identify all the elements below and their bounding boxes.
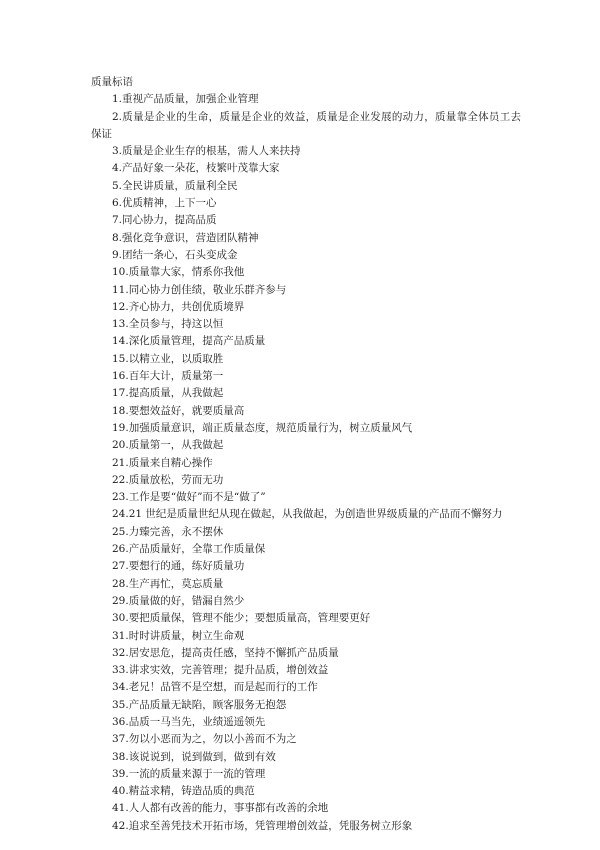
slogan-item: 36.品质一马当先，业绩遥遥领先 bbox=[112, 715, 266, 728]
slogan-item: 1.重视产品质量，加强企业管理 bbox=[112, 93, 259, 106]
slogan-item: 40.精益求精，铸造品质的典范 bbox=[112, 785, 255, 798]
slogan-item: 24.21 世纪是质量世纪从现在做起，从我做起，为创造世界级质量的产品而不懈努力 bbox=[112, 508, 503, 521]
document-title: 质量标语 bbox=[91, 76, 133, 88]
slogan-item: 15.以精立业，以质取胜 bbox=[112, 352, 224, 365]
slogan-item: 19.加强质量意识，端正质量态度，规范质量行为，树立质量风气 bbox=[112, 421, 413, 434]
slogan-item: 23.工作是要“做好”而不是“做了” bbox=[112, 491, 266, 504]
slogan-item: 16.百年大计，质量第一 bbox=[112, 370, 224, 383]
slogan-item: 11.同心协力创佳绩，敬业乐群齐参与 bbox=[112, 283, 287, 296]
slogan-item: 38.该说说到，说到做到，做到有效 bbox=[112, 750, 276, 763]
slogan-item: 25.力臻完善，永不摆休 bbox=[112, 525, 224, 538]
slogan-item: 29.质量做的好，错漏自然少 bbox=[112, 594, 245, 607]
slogan-list bbox=[91, 91, 521, 835]
slogan-item: 21.质量来自精心操作 bbox=[112, 456, 213, 469]
slogan-item: 31.时时讲质量，树立生命观 bbox=[112, 629, 245, 642]
slogan-item: 2.质量是企业的生命，质量是企业的效益，质量是企业发展的动力，质量靠全体员工去保证 bbox=[91, 110, 521, 140]
slogan-item: 34.老兄！品管不是空想，而是起而行的工作 bbox=[112, 681, 318, 694]
slogan-item: 5.全民讲质量，质量利全民 bbox=[112, 179, 238, 192]
slogan-item: 8.强化竞争意识，营造团队精神 bbox=[112, 231, 259, 244]
slogan-item: 39.一流的质量来源于一流的管理 bbox=[112, 767, 266, 780]
slogan-item: 28.生产再忙，莫忘质量 bbox=[112, 577, 224, 590]
slogan-item: 32.居安思危，提高责任感，坚持不懈抓产品质量 bbox=[112, 646, 339, 659]
slogan-item: 9.团结一条心，石头变成金 bbox=[112, 248, 238, 261]
slogan-item: 22.质量放松，劳而无功 bbox=[112, 473, 224, 486]
slogan-item: 4.产品好象一朵花，枝繁叶茂靠大家 bbox=[112, 162, 280, 175]
slogan-item: 14.深化质量管理，提高产品质量 bbox=[112, 335, 266, 348]
slogan-item: 20.质量第一，从我做起 bbox=[112, 439, 224, 452]
slogan-item: 12.齐心协力，共创优质境界 bbox=[112, 300, 245, 313]
slogan-item: 33.讲求实效，完善管理；提升品质，增创效益 bbox=[112, 664, 329, 677]
slogan-item: 10.质量靠大家，情系你我他 bbox=[112, 266, 245, 279]
slogan-item: 41.人人都有改善的能力，事事都有改善的余地 bbox=[112, 802, 329, 815]
slogan-item: 35.产品质量无缺陷，顾客服务无抱怨 bbox=[112, 698, 287, 711]
slogan-item: 30.要把质量保，管理不能少；要想质量高，管理要更好 bbox=[112, 612, 371, 625]
slogan-item: 42.追求至善凭技术开拓市场，凭管理增创效益，凭服务树立形象 bbox=[112, 819, 413, 832]
slogan-item: 27.要想行的通，练好质量功 bbox=[112, 560, 245, 573]
slogan-item: 6.优质精神，上下一心 bbox=[112, 197, 217, 210]
slogan-item: 17.提高质量，从我做起 bbox=[112, 387, 224, 400]
slogan-item: 18.要想效益好，就要质量高 bbox=[112, 404, 245, 417]
slogan-item: 13.全员参与，持这以恒 bbox=[112, 318, 224, 331]
slogan-item: 7.同心协力，提高品质 bbox=[112, 214, 217, 227]
document-body bbox=[91, 74, 521, 835]
slogan-item: 3.质量是企业生存的根基，需人人来扶持 bbox=[112, 145, 301, 158]
slogan-item: 26.产品质量好，全靠工作质量保 bbox=[112, 543, 266, 556]
slogan-item: 37.勿以小恶而为之，勿以小善而不为之 bbox=[112, 733, 297, 746]
